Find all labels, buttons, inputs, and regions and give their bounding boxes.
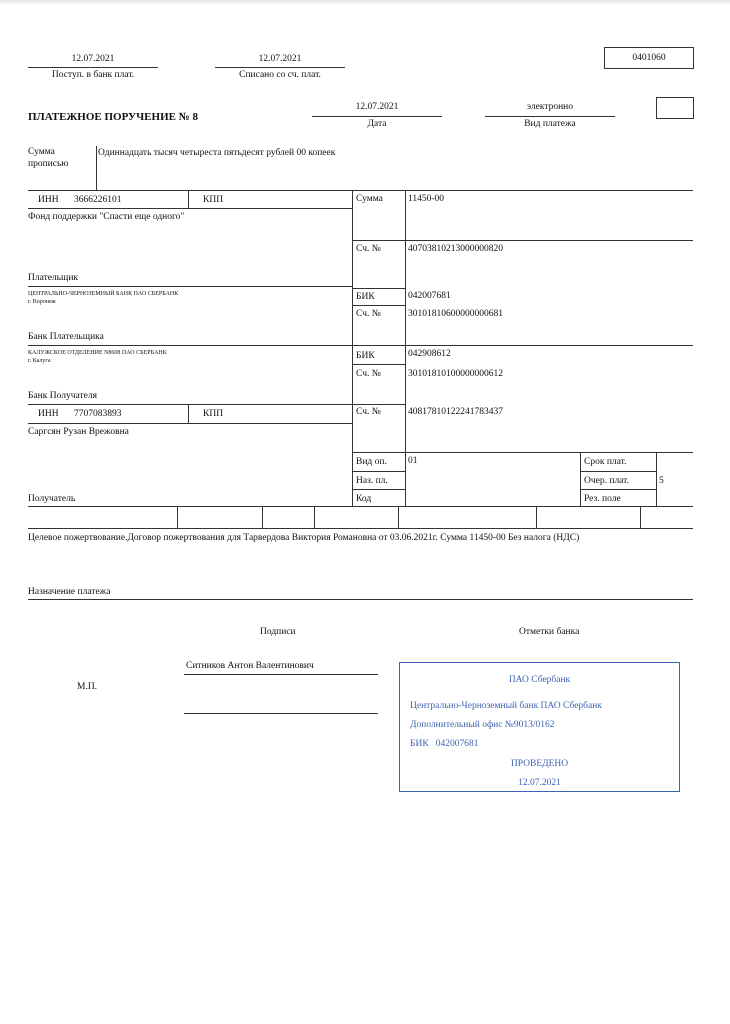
payer-account: 40703810213000000820	[408, 244, 503, 254]
debited-date: 12.07.2021	[258, 54, 302, 64]
payee-label: Получатель	[28, 494, 76, 504]
amount-words-label-2: прописью	[28, 159, 69, 169]
payer-inn-underline	[28, 208, 352, 209]
payer-sum-label: Сумма	[356, 194, 383, 204]
payer-bank-city: г. Воронеж	[28, 299, 56, 305]
payee-bank-block-underline	[352, 404, 405, 405]
payee-name: Саргсян Рузан Врежовна	[28, 427, 129, 437]
payer-kpp-label: КПП	[203, 195, 224, 205]
signer-name: Ситников Антон Валентинович	[186, 661, 314, 671]
stamp-status: ПРОВЕДЕНО	[510, 759, 569, 769]
payee-account-label: Сч. №	[356, 407, 381, 417]
payee-bank-account: 30101810100000000612	[408, 369, 503, 379]
payee-underline	[28, 506, 693, 507]
payer-bank-name: ЦЕНТРАЛЬНО-ЧЕРНОЗЕМНЫЙ БАНК ПАО СБЕРБАНК	[28, 291, 179, 297]
signatures-label: Подписи	[260, 627, 296, 637]
naz-pl-label: Наз. пл.	[356, 476, 388, 486]
vid-op-label: Вид оп.	[356, 457, 387, 467]
signature-line-2	[184, 713, 378, 714]
tax-cell-div-5	[536, 506, 537, 528]
payer-account-label: Сч. №	[356, 244, 381, 254]
payer-bank-label: Банк Плательщика	[28, 332, 104, 342]
form-code-box	[604, 47, 694, 69]
payer-underline	[28, 286, 352, 287]
payment-status-box	[656, 97, 694, 119]
codes-divider-2	[656, 452, 657, 506]
payer-bank-bik: 042007681	[408, 291, 451, 301]
tax-cell-div-1	[177, 506, 178, 528]
payee-bank-label: Банк Получателя	[28, 391, 97, 401]
codes-line-1	[352, 471, 405, 472]
payer-bank-account: 30101810600000000681	[408, 309, 503, 319]
payer-bank-account-label: Сч. №	[356, 309, 381, 319]
ocher-plat-label: Очер. плат.	[584, 476, 629, 486]
bank-stamp	[399, 662, 680, 792]
tax-cell-div-6	[640, 506, 641, 528]
sum-underline	[352, 240, 693, 241]
codes-line-2b	[580, 489, 656, 490]
tax-row-bottom	[28, 528, 693, 529]
purpose-underline	[28, 599, 693, 600]
payee-bank-bik: 042908612	[408, 349, 451, 359]
codes-line-2	[352, 489, 405, 490]
payer-label: Плательщик	[28, 273, 79, 283]
payee-bank-name: КАЛУЖСКОЕ ОТДЕЛЕНИЕ N8608 ПАО СБЕРБАНК	[28, 350, 167, 356]
vid-op-value: 01	[408, 456, 418, 466]
payee-inn-underline	[28, 423, 352, 424]
rule-after-amount	[28, 190, 693, 191]
codes-topline	[352, 452, 693, 453]
payee-inn: 7707083893	[74, 409, 122, 419]
amount-words-value: Одиннадцать тысяч четыреста пятьдесят рублей 00 копеек	[98, 148, 336, 158]
mp-label: М.П.	[77, 682, 98, 692]
amount-words-label-1: Сумма	[28, 147, 55, 157]
tax-cell-div-2	[262, 506, 263, 528]
payee-bank-city: г. Калуга	[28, 358, 51, 364]
payer-sum: 11450-00	[408, 194, 445, 204]
bank-marks-label: Отметки банка	[519, 627, 580, 637]
payee-bank-bik-label: БИК	[356, 351, 375, 361]
received-date: 12.07.2021	[71, 54, 115, 64]
kod-label: Код	[356, 494, 372, 504]
rez-pole-label: Рез. поле	[584, 494, 621, 504]
payer-inn-kpp-divider	[188, 190, 189, 208]
debited-date-line	[215, 67, 345, 68]
payee-account: 40817810122241783437	[408, 407, 503, 417]
document-date: 12.07.2021	[355, 102, 399, 112]
payer-bik-topline	[352, 288, 405, 289]
tax-cell-div-3	[314, 506, 315, 528]
stamp-office: Дополнительный офис №9013/0162	[410, 720, 555, 730]
stamp-bank-name: ПАО Сбербанк	[508, 675, 571, 685]
debited-label: Списано со сч. плат.	[239, 70, 321, 80]
amount-words-divider	[96, 146, 97, 190]
payment-type-label: Вид платежа	[524, 119, 576, 129]
payment-purpose-label: Назначение платежа	[28, 587, 111, 597]
stamp-bik: БИК 042007681	[410, 739, 479, 749]
payee-inn-label: ИНН	[38, 409, 59, 419]
signature-line-1	[184, 674, 378, 675]
payer-inn: 3666226101	[74, 195, 122, 205]
payee-bik-underline	[352, 364, 405, 365]
payment-type-line	[485, 116, 615, 117]
payee-bank-account-label: Сч. №	[356, 369, 381, 379]
payer-bank-underline	[28, 345, 352, 346]
payer-bank-block-underline	[352, 345, 693, 346]
codes-divider-1	[580, 452, 581, 506]
stamp-branch: Центрально-Черноземный банк ПАО Сбербанк	[410, 701, 602, 711]
payee-inn-kpp-divider	[188, 404, 189, 423]
ocher-plat-value: 5	[659, 476, 664, 486]
document-title: ПЛАТЕЖНОЕ ПОРУЧЕНИЕ № 8	[28, 111, 199, 123]
page-top-edge	[0, 0, 730, 6]
tax-cell-div-4	[398, 506, 399, 528]
form-code: 0401060	[632, 53, 666, 63]
document-date-label: Дата	[367, 119, 387, 129]
payer-name: Фонд поддержки "Спасти еще одного"	[28, 212, 185, 222]
document-date-line	[312, 116, 442, 117]
codes-line-1b	[580, 471, 656, 472]
received-label: Поступ. в банк плат.	[51, 70, 135, 80]
payment-purpose-text: Целевое пожертвование.Договор пожертвования для Тарвердова Виктория Романовна от 03.06.2021г. Сумма 11450-00 Без налога (НДС)	[28, 533, 580, 543]
stamp-date: 12.07.2021	[518, 778, 561, 788]
srok-plat-label: Срок плат.	[584, 457, 627, 467]
payee-kpp-label: КПП	[203, 409, 224, 419]
received-date-line	[28, 67, 158, 68]
left-column-divider	[352, 190, 353, 506]
payer-bik-underline	[352, 305, 405, 306]
payment-type: электронно	[526, 102, 574, 112]
payee-bank-underline	[28, 404, 352, 405]
payer-inn-label: ИНН	[38, 195, 59, 205]
payer-bank-bik-label: БИК	[356, 292, 375, 302]
value-column-divider	[405, 190, 406, 506]
